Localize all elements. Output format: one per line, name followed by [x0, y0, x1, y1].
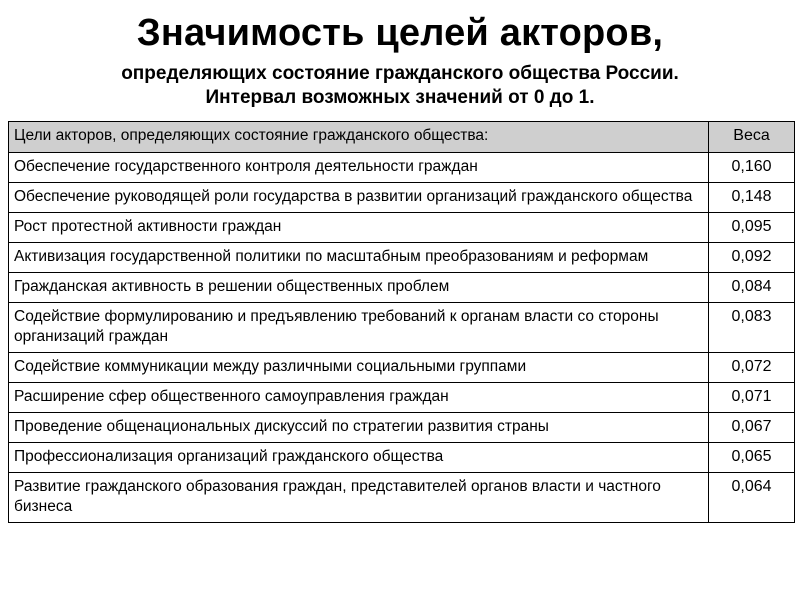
weight-cell: 0,072	[709, 353, 795, 383]
weight-cell: 0,084	[709, 273, 795, 303]
table-row	[9, 183, 795, 213]
subtitle-line-1: определяющих состояние гражданского общества России.	[121, 63, 679, 84]
table-row	[9, 213, 795, 243]
table-row	[9, 303, 795, 353]
goal-cell: Проведение общенациональных дискуссий по стратегии развития страны	[9, 413, 709, 443]
weight-cell: 0,065	[709, 443, 795, 473]
table-row	[9, 473, 795, 523]
page-title: Значимость целей акторов,	[136, 12, 664, 54]
table-row	[9, 443, 795, 473]
weight-cell: 0,071	[709, 383, 795, 413]
header-weight-cell: Веса	[709, 122, 795, 153]
weight-cell: 0,095	[709, 213, 795, 243]
table-header-row	[9, 122, 795, 153]
page-subtitle	[0, 62, 800, 110]
table-row	[9, 153, 795, 183]
weight-cell: 0,064	[709, 473, 795, 523]
table-row	[9, 383, 795, 413]
goal-cell: Гражданская активность в решении общественных проблем	[9, 273, 709, 303]
goals-weights-table	[8, 121, 795, 523]
header-goal-cell: Цели акторов, определяющих состояние гражданского общества:	[9, 122, 709, 153]
goal-cell: Расширение сфер общественного самоуправления граждан	[9, 383, 709, 413]
goal-cell: Обеспечение руководящей роли государства в развитии организаций гражданского общества	[9, 183, 709, 213]
weight-cell: 0,083	[709, 303, 795, 353]
goal-cell: Содействие формулированию и предъявлению требований к органам власти со стороны организаций граждан	[9, 303, 709, 353]
goal-cell: Содействие коммуникации между различными социальными группами	[9, 353, 709, 383]
weight-cell: 0,067	[709, 413, 795, 443]
goal-cell: Профессионализация организаций гражданского общества	[9, 443, 709, 473]
table-row	[9, 353, 795, 383]
table-row	[9, 413, 795, 443]
table-row	[9, 243, 795, 273]
subtitle-line-2: Интервал возможных значений от 0 до 1.	[205, 87, 595, 108]
goal-cell: Рост протестной активности граждан	[9, 213, 709, 243]
weight-cell: 0,092	[709, 243, 795, 273]
goal-cell: Развитие гражданского образования граждан, представителей органов власти и частного бизнеса	[9, 473, 709, 523]
table-row	[9, 273, 795, 303]
weight-cell: 0,148	[709, 183, 795, 213]
weight-cell: 0,160	[709, 153, 795, 183]
goal-cell: Активизация государственной политики по масштабным преобразованиям и реформам	[9, 243, 709, 273]
goal-cell: Обеспечение государственного контроля деятельности граждан	[9, 153, 709, 183]
